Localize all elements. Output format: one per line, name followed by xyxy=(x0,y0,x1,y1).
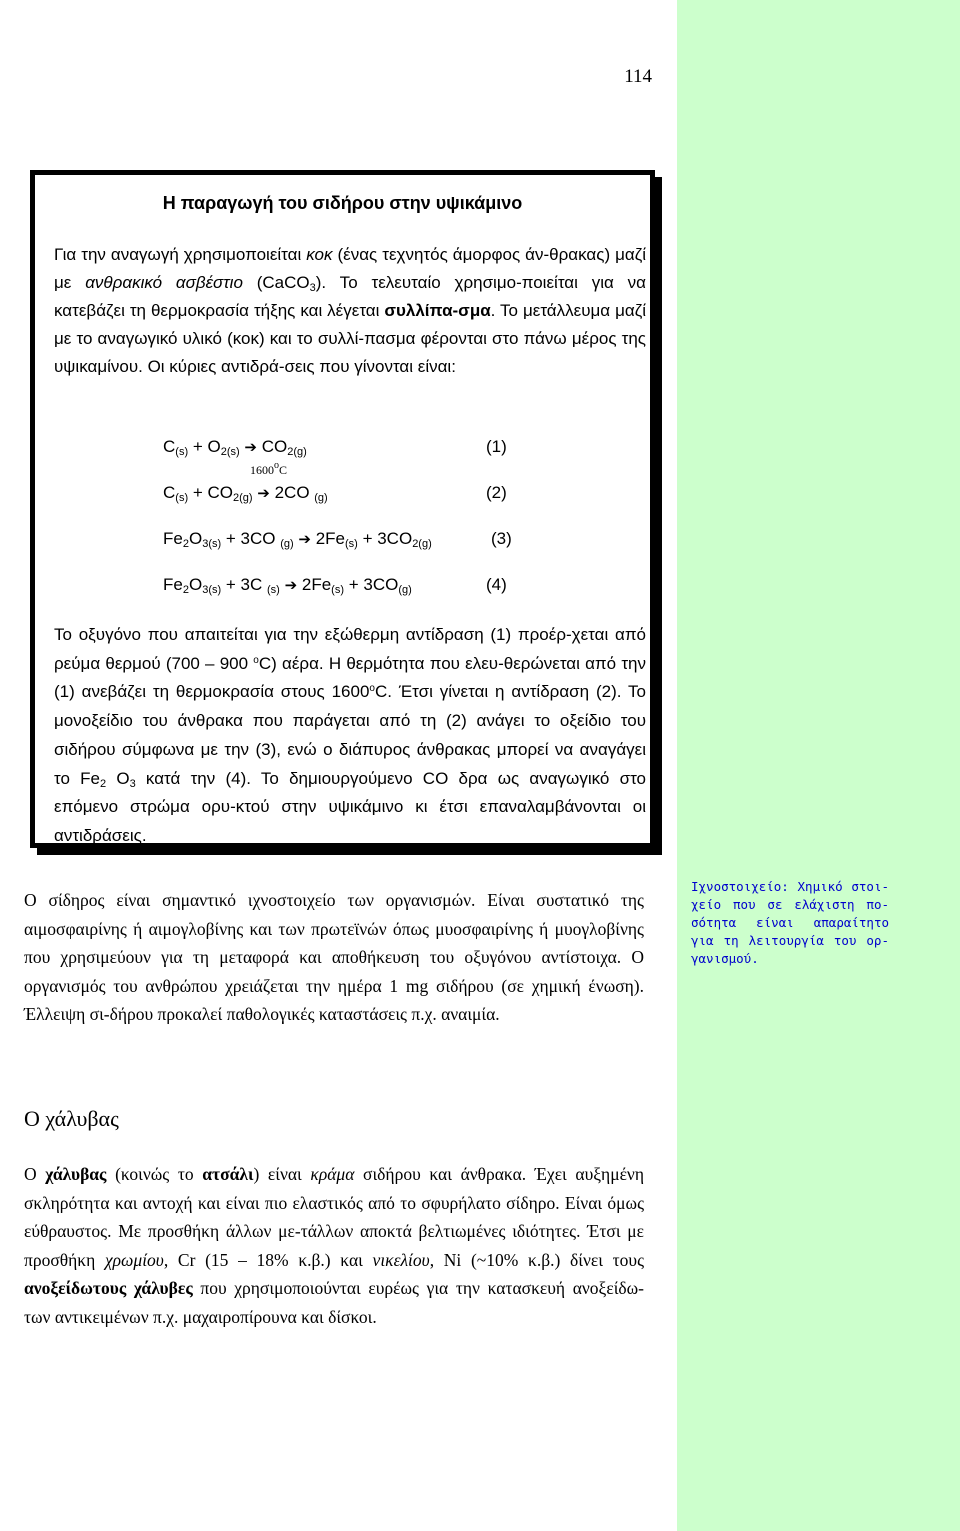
equation-3: $Fe_2O_{3(s)} + 3CO$ $_{(g)}$ ➔ $2Fe_{(s)} + 3CO_{2(g)}$ (3) xyxy=(163,529,512,550)
iron-paragraph: Ο σίδηρος είναι σημαντικό ιχνοστοιχείο των οργανισμών. Είναι συστατικό της αιμοσφαιρίνης ή αιμογλοβίνης και των πρωτεϊνών όπως μυοσφαιρίνης ή μυογλοβίνης που χρησιμεύουν για τη μεταφορά και αποθήκευση του οξυγόνου αντίστοιχα. Ο οργανισμός του ανθρώπου χρειάζεται την ημέρα 1 mg σιδήρου (σε χημική ένωση). Έλλειψη σι-δήρου προκαλεί παθολογικές καταστάσεις π.χ. αναιμία. xyxy=(24,890,644,1024)
equation-4: $Fe_2O_{3(s)} + 3C$ $_{(s)}$ ➔ $2Fe_{(s)} + 3CO_{(g)}$ (4) xyxy=(163,575,507,596)
box-intro-paragraph: Για την αναγωγή χρησιμοποιείται κοκ (ένας τεχνητός άμορφος άν-θρακας) μαζί με ανθρακικό ασβέστιο (CaCO$_3$). Το τελευταίο χρησιμο-ποιείται για να κατεβάζει τη θερμοκρασία τήξης και λέγεται συλλίπα-σμα. Το μετάλλευμα μαζί με το αναγωγικό υλικό (κοκ) και το συλλί-πασμα φέρονται στο πάνω μέρος της υψικαμίνου. Οι κύριες αντιδρά-σεις που γίνονται είναι: xyxy=(54,245,646,376)
arrow-icon: ➔ xyxy=(298,530,311,548)
nickel-term: νικελίου xyxy=(372,1249,430,1270)
blast-furnace-box xyxy=(30,170,655,848)
steel-paragraph: Ο χάλυβας (κοινώς το ατσάλι) είναι κράμα σιδήρου και άνθρακα. Έχει αυξημένη σκληρότητα και αντοχή και είναι πιο ελαστικός από το σφυρήλατο σίδηρο. Είναι όμως εύθραυστος. Με προσθήκη άλλων με-τάλλων αποκτά βελτιωμένες ιδιότητες. Έτσι με προσθήκη χρωμίου, Cr (15 – 18% κ.β.) και νικελίου, Ni (~10% κ.β.) δίνει τους ανοξείδωτους χάλυβες που χρησιμοποιούνται ευρέως για την κατασκευή ανοξείδω-των αντικειμένων π.χ. μαχαιροπίρουνα και δίσκοι. xyxy=(24,1164,644,1327)
atsali-term: ατσάλι xyxy=(202,1164,254,1184)
arrow-icon: ➔ xyxy=(257,484,270,502)
arrow-icon: ➔ xyxy=(284,576,298,594)
glossary-note: Ιχνοστοιχείο: Χημικό στοι-χείο που σε ελάχιστη πο-σότητα είναι απαραίτητο για τη λειτουργία του ορ-γανισμού. xyxy=(691,879,889,966)
coke-term: κοκ xyxy=(306,245,333,264)
equation-number: (3) xyxy=(491,529,512,548)
chromium-term: χρωμίου xyxy=(104,1249,164,1270)
equation-number: (1) xyxy=(486,437,507,456)
steel-term: χάλυβας xyxy=(45,1164,107,1184)
margin-strip xyxy=(677,0,960,1531)
equation-number: (2) xyxy=(486,483,507,502)
flux-term: συλλίπα-σμα xyxy=(384,301,491,320)
limestone-term: ανθρακικό ασβέστιο xyxy=(85,273,243,292)
equation-condition: 1600$^o$C xyxy=(250,460,288,477)
section-heading: Ο χάλυβας xyxy=(24,1106,119,1131)
equation-1: $C_{(s)} + O_{2(s)}$ ➔ $CO_{2(g)}$ (1) xyxy=(163,437,507,458)
page-number: 114 xyxy=(624,66,652,87)
equation-2: $C_{(s)} + CO_{2(g)}$ ➔ 2CO $_{(g)}$ (2) xyxy=(163,483,507,504)
box-title: Η παραγωγή του σιδήρου στην υψικάμινο xyxy=(162,193,523,213)
arrow-icon: ➔ xyxy=(244,438,257,456)
equation-number: (4) xyxy=(486,575,507,594)
stainless-steel-term: ανοξείδωτους χάλυβες xyxy=(24,1278,193,1298)
box-outro-paragraph: Το οξυγόνο που απαιτείται για την εξώθερμη αντίδραση (1) προέρ-χεται από ρεύμα θερμού (700 – 900 $^o$C) αέρα. Η θερμότητα που ελευ-θερώνεται από την (1) ανεβάζει τη θερμοκρασία στους $1600^oC$. Έτσι γίνεται η αντίδραση (2). Το μονοξείδιο του άνθρακα που παράγεται από τη (2) ανάγει το οξείδιο του σιδήρου σύμφωνα με την (3), ενώ ο διάπυρος άνθρακας μπορεί να αναγάγει το $Fe_2$ $O_3$ κατά την (4). Το δημιουργούμενο CO δρα ως αναγωγικό στο επόμενο στρώμα ορυ-κτού στην υψικάμινο κι έτσι επαναλαμβάνονται οι αντιδράσεις. xyxy=(54,625,646,845)
alloy-term: κράμα xyxy=(310,1164,355,1184)
